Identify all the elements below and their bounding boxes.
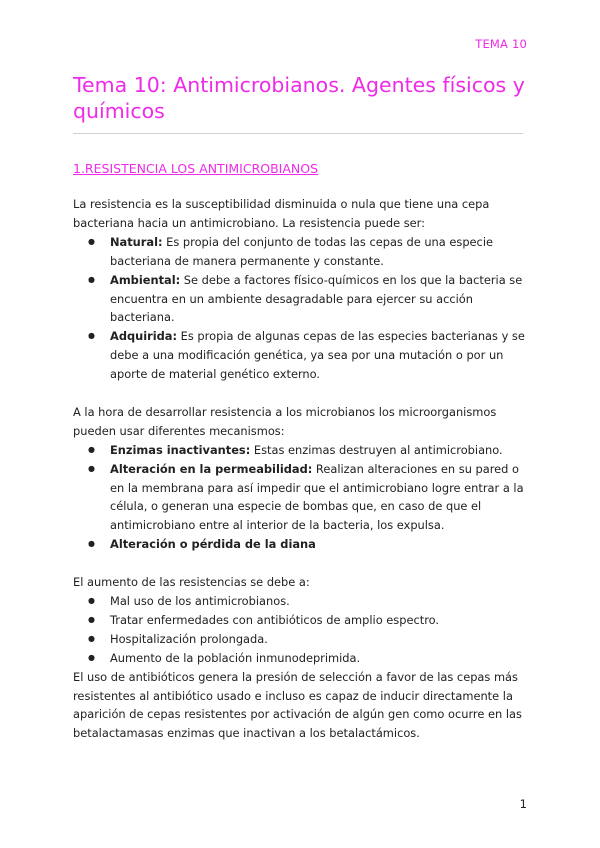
list-item-term: Alteración o pérdida de la diana — [110, 537, 316, 552]
list-item — [73, 327, 533, 384]
list-item-text: Estas enzimas destruyen al antimicrobiano. — [250, 442, 503, 457]
page-title: Tema 10: Antimicrobianos. Agentes físicos y químicos — [73, 73, 525, 123]
resistance-types-list — [73, 233, 533, 384]
causes-list — [73, 592, 533, 668]
list-item-text: Es propia del conjunto de todas las cepas de una especie bacteriana de manera permanente y constante. — [110, 234, 493, 268]
mechanisms-list — [73, 441, 533, 554]
list-item: ● Hospitalización prolongada. — [73, 630, 533, 649]
list-item: ● Tratar enfermedades con antibióticos de amplio espectro. — [73, 611, 533, 630]
intro-paragraph: La resistencia es la susceptibilidad disminuida o nula que tiene una cepa bacteriana hacia un antimicrobiano. La resistencia puede ser: — [73, 197, 490, 230]
list-item-term: Adquirida: — [110, 329, 178, 344]
section-heading: 1.RESISTENCIA LOS ANTIMICROBIANOS — [73, 161, 319, 176]
causes-intro-paragraph: El aumento de las resistencias se debe a: — [73, 575, 310, 590]
list-item: ● Aumento de la población inmunodeprimida. — [73, 649, 533, 668]
mechanisms-intro-paragraph: A la hora de desarrollar resistencia a los microbianos los microorganismos pueden usar diferentes mecanismos: — [73, 404, 497, 438]
list-item-term: Alteración en la permeabilidad: — [110, 461, 313, 476]
paragraph-gap — [73, 384, 533, 403]
list-item-term: Enzimas inactivantes: — [110, 442, 251, 457]
header-topic-tag: TEMA 10 — [475, 37, 527, 51]
paragraph-gap — [73, 554, 533, 573]
list-item-text: Realizan alteraciones en su pared o en la membrana para así impedir que el antimicrobiano logre entrar a la célula, o generan una especie de bombas que, en caso de que el antimicrobiano entre al interior de la bacteria, los expulsa. — [110, 461, 524, 533]
closing-paragraph: El uso de antibióticos genera la presión de selección a favor de las cepas más resistentes al antibiótico usado e incluso es capaz de inducir directamente la aparición de cepas resistentes por activación de algún gen como ocurre en las betalactamasas enzimas que inactivan a los betalactámicos. — [73, 669, 522, 741]
list-item — [73, 535, 533, 554]
list-item — [73, 233, 533, 271]
title-divider — [73, 133, 523, 134]
page-number: 1 — [519, 797, 527, 811]
list-item — [73, 460, 533, 536]
list-item — [73, 441, 533, 460]
list-item: ● Mal uso de los antimicrobianos. — [73, 592, 533, 611]
list-item-term: Natural: — [110, 234, 163, 249]
document-body — [73, 195, 533, 743]
list-item-text: Es propia de algunas cepas de las especies bacterianas y se debe a una modificación genética, ya sea por una mutación o por un aporte de material genético externo. — [110, 329, 525, 382]
list-item — [73, 271, 533, 328]
list-item-text: Se debe a factores físico-químicos en los que la bacteria se encuentra en un ambiente desagradable para ejercer su acción bacteriana. — [110, 272, 523, 325]
list-item-term: Ambiental: — [110, 272, 181, 287]
